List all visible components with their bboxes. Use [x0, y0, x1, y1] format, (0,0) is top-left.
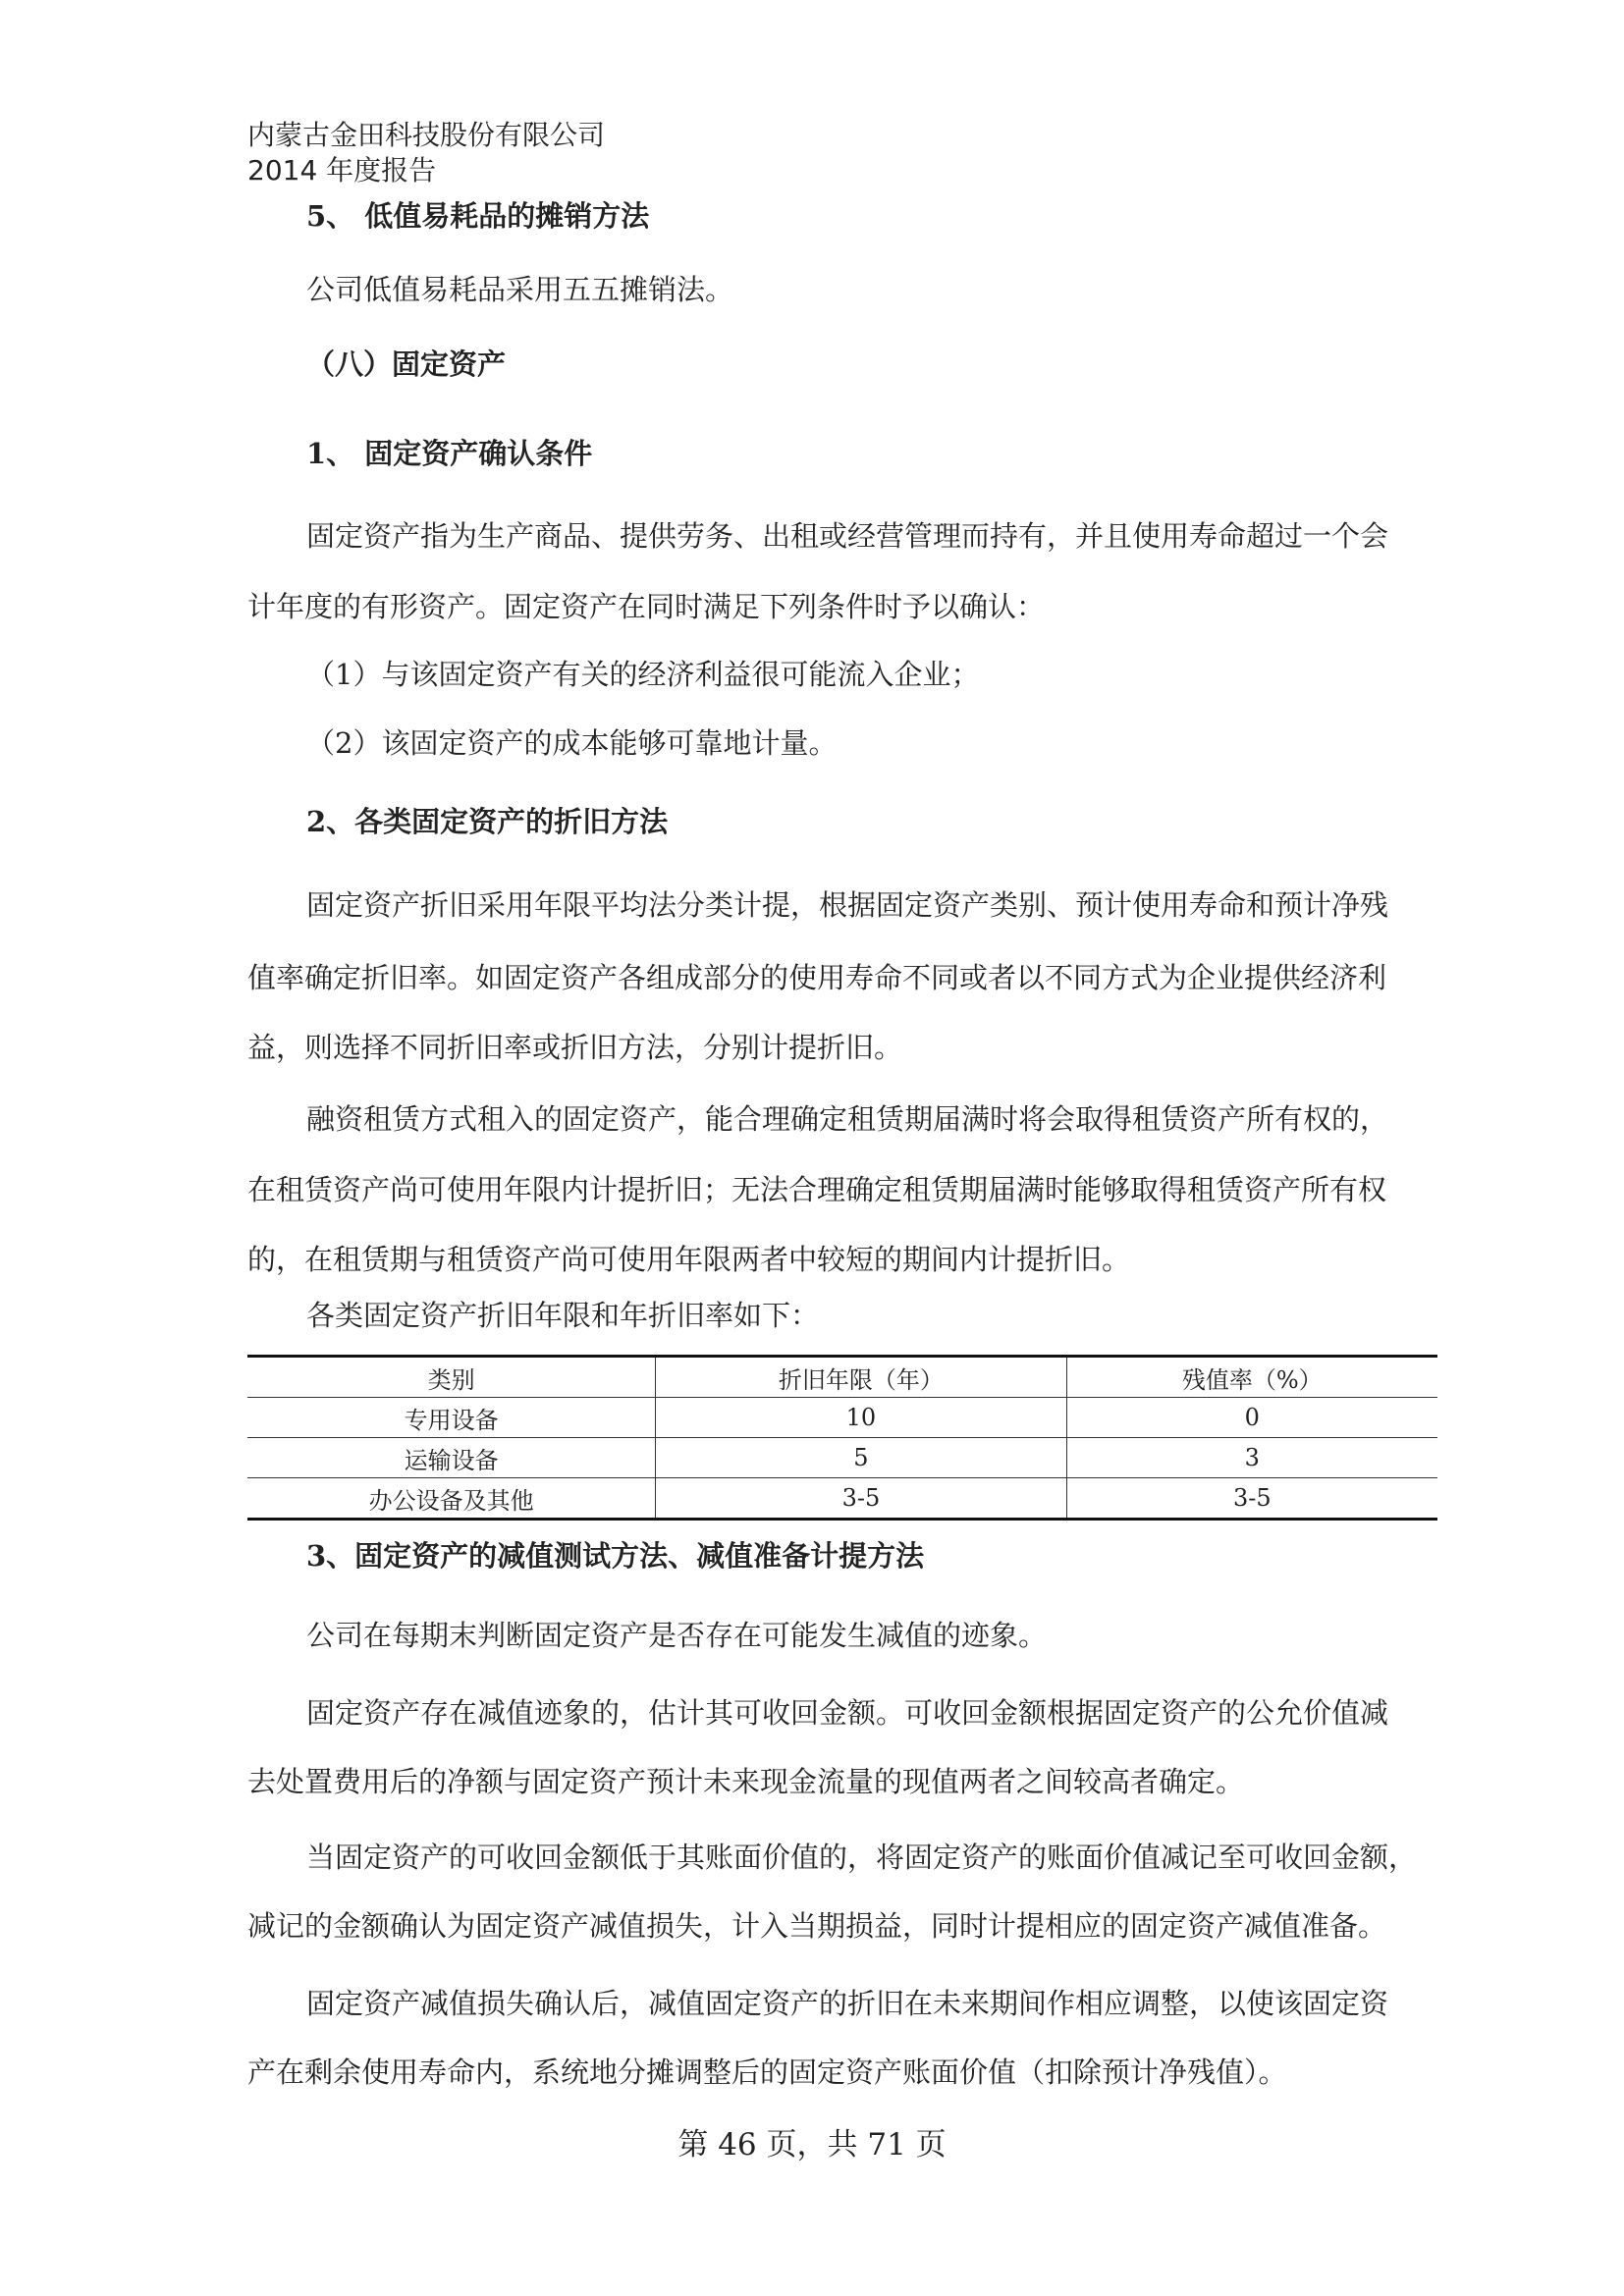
table-cell: 3-5 [656, 1478, 1066, 1520]
paragraph-line: 去处置费用后的净额与固定资产预计未来现金流量的现值两者之间较高者确定。 [247, 1765, 1245, 1798]
page-number-footer: 第 46 页，共 71 页 [677, 2127, 947, 2163]
table-cell: 运输设备 [247, 1438, 656, 1478]
table-header-cell: 折旧年限（年） [656, 1357, 1066, 1398]
paragraph-line: 计年度的有形资产。固定资产在同时满足下列条件时予以确认： [247, 590, 1046, 623]
table-row [247, 1398, 1437, 1438]
depreciation-table [247, 1355, 1437, 1521]
table-cell: 3-5 [1066, 1478, 1437, 1520]
paragraph-line: 融资租赁方式租入的固定资产，能合理确定租赁期届满时将会取得租赁资产所有权的， [306, 1102, 1389, 1136]
paragraph-line: 固定资产指为生产商品、提供劳务、出租或经营管理而持有，并且使用寿命超过一个会 [306, 519, 1389, 553]
header-company: 内蒙古金田科技股份有限公司 [247, 119, 606, 151]
paragraph-line: 值率确定折旧率。如固定资产各组成部分的使用寿命不同或者以不同方式为企业提供经济利 [247, 961, 1387, 994]
table-cell: 专用设备 [247, 1398, 656, 1438]
section-8-title: （八）固定资产 [306, 347, 507, 381]
table-cell: 0 [1066, 1398, 1437, 1438]
table-cell: 5 [656, 1438, 1066, 1478]
paragraph-line: 的，在租赁期与租赁资产尚可使用年限两者中较短的期间内计提折旧。 [247, 1243, 1131, 1276]
condition-2: （2）该固定资产的成本能够可靠地计量。 [306, 726, 838, 760]
header-report-year: 2014 年度报告 [247, 154, 437, 187]
table-header-cell: 类别 [247, 1357, 656, 1398]
section-5-title: 5、 低值易耗品的摊销方法 [306, 199, 650, 233]
table-row [247, 1438, 1437, 1478]
section-8-3-title: 3、固定资产的减值测试方法、减值准备计提方法 [306, 1539, 925, 1573]
paragraph-line: 在租赁资产尚可使用年限内计提折旧；无法合理确定租赁期届满时能够取得租赁资产所有权 [247, 1173, 1387, 1206]
paragraph-line: 固定资产折旧采用年限平均法分类计提，根据固定资产类别、预计使用寿命和预计净残 [306, 888, 1389, 922]
paragraph-line: 固定资产存在减值迹象的，估计其可收回金额。可收回金额根据固定资产的公允价值减 [306, 1696, 1389, 1730]
paragraph-line: 当固定资产的可收回金额低于其账面价值的，将固定资产的账面价值减记至可收回金额， [306, 1841, 1418, 1874]
paragraph-line: 公司在每期末判断固定资产是否存在可能发生减值的迹象。 [306, 1619, 1048, 1652]
table-cell: 3 [1066, 1438, 1437, 1478]
table-header-cell: 残值率（%） [1066, 1357, 1437, 1398]
table-cell: 10 [656, 1398, 1066, 1438]
paragraph-line: 固定资产减值损失确认后，减值固定资产的折旧在未来期间作相应调整，以使该固定资 [306, 1987, 1389, 2020]
paragraph-line: 产在剩余使用寿命内，系统地分摊调整后的固定资产账面价值（扣除预计净残值）。 [247, 2056, 1287, 2089]
section-8-1-title: 1、 固定资产确认条件 [306, 437, 593, 470]
paragraph-line: 益，则选择不同折旧率或折旧方法，分别计提折旧。 [247, 1031, 903, 1064]
section-5-paragraph: 公司低值易耗品采用五五摊销法。 [306, 273, 734, 306]
table-intro: 各类固定资产折旧年限和年折旧率如下： [306, 1299, 820, 1332]
table-row [247, 1478, 1437, 1520]
table-cell: 办公设备及其他 [247, 1478, 656, 1520]
condition-1: （1）与该固定资产有关的经济利益很可能流入企业； [306, 658, 980, 691]
section-8-2-title: 2、各类固定资产的折旧方法 [306, 805, 669, 838]
table-header-row [247, 1357, 1437, 1398]
paragraph-line: 减记的金额确认为固定资产减值损失，计入当期损益，同时计提相应的固定资产减值准备。 [247, 1909, 1387, 1943]
